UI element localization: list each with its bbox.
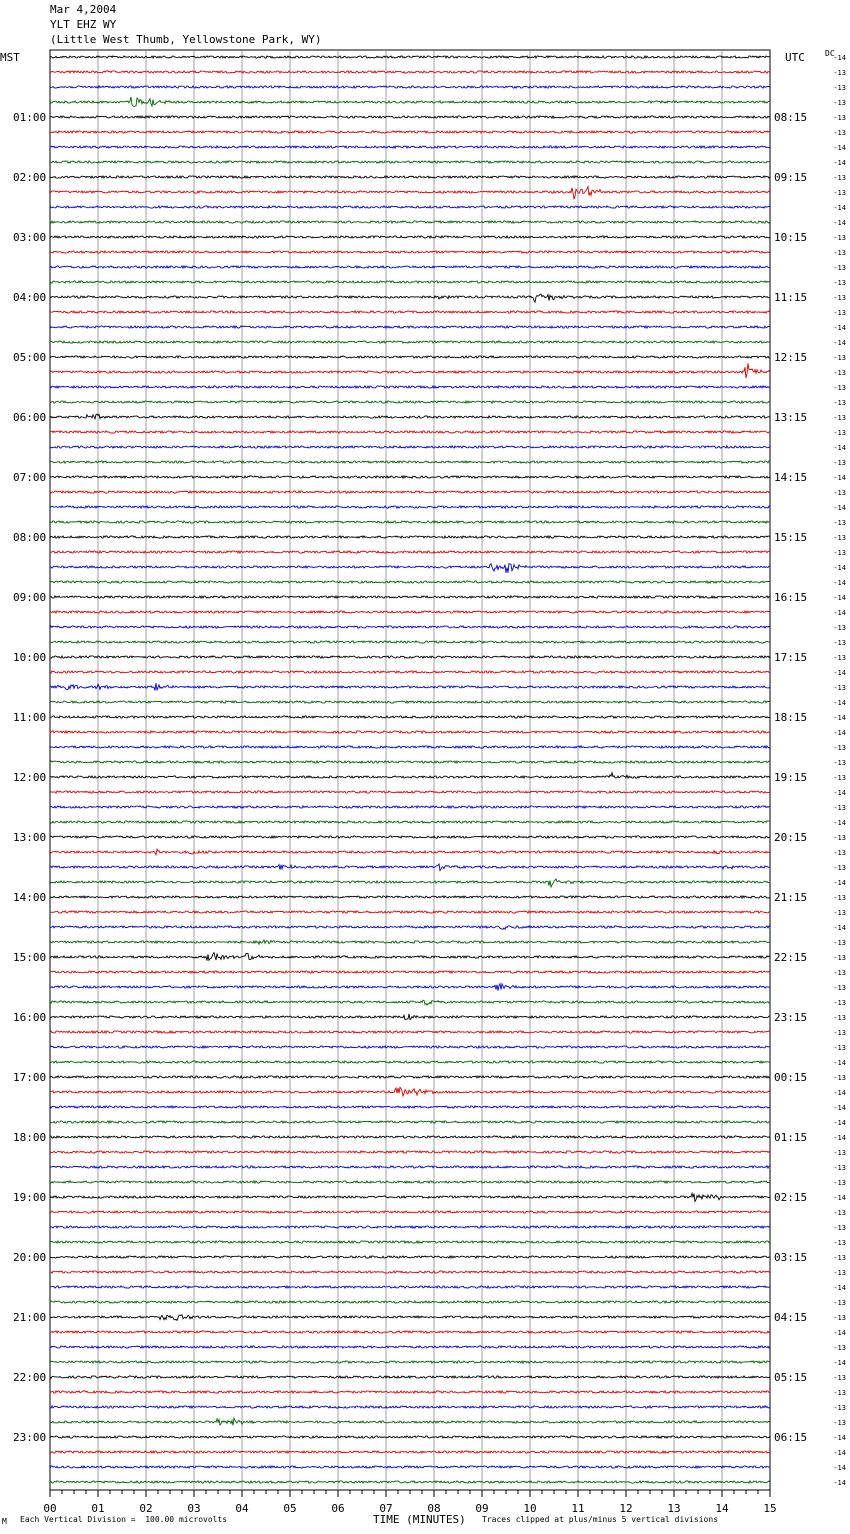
utc-hour-label: 19:15 [774, 771, 808, 784]
seismic-trace [50, 536, 770, 538]
utc-hour-label: 13:15 [774, 411, 808, 424]
dc-offset-label: -13 [833, 309, 846, 317]
mst-hour-label: 02:00 [13, 171, 47, 184]
seismic-trace [50, 1451, 770, 1453]
x-tick-label: 02 [139, 1502, 153, 1515]
mst-hour-label: 22:00 [13, 1371, 47, 1384]
mst-hour-label: 18:00 [13, 1131, 47, 1144]
dc-offset-label: -14 [833, 609, 846, 617]
mst-hour-label: 13:00 [13, 831, 47, 844]
seismic-trace [50, 1106, 770, 1108]
seismic-trace [50, 341, 770, 343]
seismic-trace [50, 401, 770, 403]
dc-offset-label: -14 [833, 504, 846, 512]
utc-hour-label: 06:15 [774, 1431, 808, 1444]
seismic-trace [50, 1301, 770, 1303]
seismic-trace [50, 476, 770, 478]
dc-offset-label: -13 [833, 459, 846, 467]
seismic-trace [50, 701, 770, 703]
seismic-trace [50, 311, 770, 313]
dc-offset-label: -14 [833, 1059, 846, 1067]
utc-hour-label: 14:15 [774, 471, 808, 484]
scale-note: Each Vertical Division = 100.00 microvolts [20, 1515, 228, 1524]
utc-hour-label: 03:15 [774, 1251, 808, 1264]
x-tick-label: 15 [763, 1502, 777, 1515]
seismic-trace [50, 1211, 770, 1213]
dc-offset-label: -13 [833, 984, 846, 992]
dc-offset-label: -13 [833, 954, 846, 962]
seismic-trace [50, 864, 770, 871]
dc-offset-label: -14 [833, 1284, 846, 1292]
seismic-trace [50, 326, 770, 328]
seismic-trace [50, 521, 770, 523]
dc-offset-label: -13 [833, 279, 846, 287]
seismic-trace [50, 1014, 770, 1020]
x-tick-label: 01 [91, 1502, 105, 1515]
seismic-trace [50, 940, 770, 944]
x-tick-label: 03 [187, 1502, 201, 1515]
seismic-trace [50, 1376, 770, 1378]
utc-hour-label: 22:15 [774, 951, 808, 964]
seismic-trace [50, 1286, 770, 1288]
x-tick-label: 08 [427, 1502, 441, 1515]
x-tick-label: 07 [379, 1502, 393, 1515]
seismic-trace [50, 266, 770, 268]
seismic-trace [50, 683, 770, 690]
dc-offset-label: -13 [833, 1374, 846, 1382]
mst-hour-label: 20:00 [13, 1251, 47, 1264]
mst-hour-label: 14:00 [13, 891, 47, 904]
mst-hour-label: 03:00 [13, 231, 47, 244]
seismic-trace [50, 236, 770, 238]
dc-offset-label: -14 [833, 699, 846, 707]
dc-offset-label: -13 [833, 1074, 846, 1082]
mst-hour-label: 17:00 [13, 1071, 47, 1084]
mst-hour-label: 19:00 [13, 1191, 47, 1204]
seismic-trace [50, 1087, 770, 1096]
dc-offset-label: -13 [833, 1344, 846, 1352]
seismic-trace [50, 356, 770, 358]
mst-hour-label: 06:00 [13, 411, 47, 424]
dc-offset-label: -13 [833, 519, 846, 527]
mst-hour-label: 04:00 [13, 291, 47, 304]
seismic-trace [50, 1315, 770, 1321]
seismic-trace [50, 281, 770, 283]
dc-offset-label: -14 [833, 219, 846, 227]
seismic-trace [50, 1241, 770, 1243]
dc-offset-label: -13 [833, 189, 846, 197]
x-tick-label: 14 [715, 1502, 729, 1515]
plot-date: Mar 4,2004 [50, 3, 117, 16]
dc-offset-label: -14 [833, 1104, 846, 1112]
dc-offset-label: -13 [833, 1314, 846, 1322]
dc-offset-label: -14 [833, 1089, 846, 1097]
dc-offset-label: -14 [833, 324, 846, 332]
seismic-trace [50, 1136, 770, 1138]
seismic-trace [50, 1346, 770, 1348]
dc-offset-label: -14 [833, 729, 846, 737]
dc-offset-label: -14 [833, 1119, 846, 1127]
seismic-trace [50, 581, 770, 583]
dc-offset-label: -14 [833, 1194, 846, 1202]
seismic-trace [50, 1031, 770, 1033]
dc-offset-label: -13 [833, 114, 846, 122]
seismic-trace [50, 731, 770, 733]
seismic-trace [50, 716, 770, 718]
dc-offset-label: -13 [833, 864, 846, 872]
seismic-trace [50, 836, 770, 838]
mst-hour-label: 09:00 [13, 591, 47, 604]
seismic-trace [50, 971, 770, 973]
dc-offset-label: -13 [833, 1044, 846, 1052]
utc-hour-label: 02:15 [774, 1191, 808, 1204]
dc-offset-label: -13 [833, 894, 846, 902]
seismic-trace [50, 671, 770, 673]
seismic-trace [50, 1256, 770, 1258]
seismic-trace [50, 446, 770, 448]
utc-hour-label: 16:15 [774, 591, 808, 604]
seismic-trace [50, 641, 770, 643]
seismic-trace [50, 746, 770, 748]
seismic-trace [50, 773, 770, 779]
mst-hour-label: 15:00 [13, 951, 47, 964]
dc-offset-label: -13 [833, 234, 846, 242]
seismic-trace [50, 1000, 770, 1005]
dc-offset-label: -13 [833, 369, 846, 377]
dc-offset-label: -13 [833, 1269, 846, 1277]
dc-offset-label: -13 [833, 534, 846, 542]
seismic-trace [50, 1166, 770, 1168]
seismic-trace [50, 791, 770, 793]
dc-offset-label: -14 [833, 1449, 846, 1457]
seismic-trace [50, 1181, 770, 1183]
dc-offset-label: -13 [833, 384, 846, 392]
seismic-trace [50, 491, 770, 493]
seismic-trace [50, 1271, 770, 1273]
dc-offset-label: -13 [833, 849, 846, 857]
seismic-trace [50, 953, 770, 961]
dc-offset-label: -14 [833, 714, 846, 722]
seismic-trace [50, 926, 770, 930]
x-tick-label: 05 [283, 1502, 297, 1515]
dc-offset-label: -13 [833, 1404, 846, 1412]
x-tick-label: 00 [43, 1502, 57, 1515]
dc-offset-label: -13 [833, 1254, 846, 1262]
utc-hour-label: 20:15 [774, 831, 808, 844]
x-axis-title: TIME (MINUTES) [373, 1513, 466, 1526]
seismic-trace [50, 1436, 770, 1438]
dc-offset-label: -13 [833, 69, 846, 77]
seismic-trace [50, 564, 770, 573]
seismic-trace [50, 56, 770, 58]
dc-offset-label: -13 [833, 834, 846, 842]
mst-hour-label: 10:00 [13, 651, 47, 664]
seismic-trace [50, 251, 770, 253]
seismic-trace [50, 1406, 770, 1408]
utc-hour-label: 01:15 [774, 1131, 808, 1144]
seismic-trace [50, 116, 770, 118]
seismic-trace [50, 363, 770, 378]
seismic-trace [50, 626, 770, 628]
dc-offset-label: -13 [833, 1299, 846, 1307]
dc-offset-label: -14 [833, 339, 846, 347]
dc-offset-label: -14 [833, 564, 846, 572]
seismic-trace [50, 1361, 770, 1363]
dc-offset-label: -13 [833, 909, 846, 917]
mst-hour-label: 11:00 [13, 711, 47, 724]
station-location: (Little West Thumb, Yellowstone Park, WY) [50, 33, 322, 46]
mst-hour-label: 23:00 [13, 1431, 47, 1444]
dc-offset-label: -13 [833, 399, 846, 407]
seismic-trace [50, 911, 770, 913]
dc-offset-label: -14 [833, 474, 846, 482]
seismic-trace [50, 86, 770, 88]
dc-offset-label: -13 [833, 744, 846, 752]
utc-hour-label: 12:15 [774, 351, 808, 364]
seismic-trace [50, 984, 770, 991]
dc-offset-label: -13 [833, 684, 846, 692]
dc-offset-label: -13 [833, 759, 846, 767]
x-tick-label: 06 [331, 1502, 345, 1515]
dc-offset-label: -13 [833, 1149, 846, 1157]
seismic-trace [50, 1391, 770, 1393]
axis-labels [13, 54, 846, 1515]
seismic-trace [50, 506, 770, 508]
dc-offset-label: -13 [833, 429, 846, 437]
seismic-trace [50, 146, 770, 148]
seismic-trace [50, 386, 770, 388]
dc-offset-label: -13 [833, 414, 846, 422]
dc-offset-label: -14 [833, 1479, 846, 1487]
mst-hour-label: 16:00 [13, 1011, 47, 1024]
dc-label: DC [825, 49, 835, 58]
utc-hour-label: 00:15 [774, 1071, 808, 1084]
seismic-trace [50, 461, 770, 463]
dc-offset-label: -13 [833, 1209, 846, 1217]
dc-offset-label: -14 [833, 54, 846, 62]
x-tick-label: 10 [523, 1502, 537, 1515]
seismic-trace [50, 161, 770, 163]
dc-offset-label: -13 [833, 129, 846, 137]
dc-offset-label: -13 [833, 1014, 846, 1022]
plot-frame [50, 50, 770, 1490]
seismic-trace [50, 187, 770, 200]
footer-mark: M [2, 1517, 7, 1526]
x-tick-label: 11 [571, 1502, 585, 1515]
dc-offset-label: -13 [833, 174, 846, 182]
utc-hour-label: 08:15 [774, 111, 808, 124]
utc-axis-label: UTC [785, 51, 805, 64]
dc-offset-label: -14 [833, 444, 846, 452]
seismic-trace [50, 1481, 770, 1483]
dc-offset-label: -14 [833, 819, 846, 827]
seismic-trace [50, 1151, 770, 1153]
utc-hour-label: 09:15 [774, 171, 808, 184]
mst-hour-label: 12:00 [13, 771, 47, 784]
dc-offset-label: -13 [833, 489, 846, 497]
seismic-trace [50, 879, 770, 887]
dc-offset-label: -14 [833, 1359, 846, 1367]
dc-offset-label: -13 [833, 774, 846, 782]
seismic-trace [50, 761, 770, 763]
utc-hour-label: 18:15 [774, 711, 808, 724]
utc-hour-label: 23:15 [774, 1011, 808, 1024]
seismic-trace [50, 1226, 770, 1228]
utc-hour-label: 11:15 [774, 291, 808, 304]
dc-offset-label: -13 [833, 1389, 846, 1397]
seismic-trace [50, 1331, 770, 1333]
mst-hour-label: 08:00 [13, 531, 47, 544]
seismic-trace [50, 821, 770, 823]
dc-offset-label: -13 [833, 1419, 846, 1427]
seismic-trace [50, 849, 770, 855]
seismic-trace [50, 1418, 770, 1425]
dc-offset-label: -14 [833, 1464, 846, 1472]
clip-note: Traces clipped at plus/minus 5 vertical divisions [482, 1515, 719, 1524]
mst-axis-label: MST [0, 51, 20, 64]
dc-offset-label: -13 [833, 1239, 846, 1247]
seismic-trace [50, 1466, 770, 1468]
dc-offset-label: -14 [833, 669, 846, 677]
dc-offset-label: -13 [833, 294, 846, 302]
utc-hour-label: 05:15 [774, 1371, 808, 1384]
seismic-trace [50, 611, 770, 613]
seismic-trace [50, 806, 770, 808]
dc-offset-label: -14 [833, 579, 846, 587]
seismic-trace [50, 176, 770, 178]
dc-offset-label: -13 [833, 804, 846, 812]
mst-hour-label: 07:00 [13, 471, 47, 484]
dc-offset-label: -14 [833, 879, 846, 887]
dc-offset-label: -13 [833, 1164, 846, 1172]
utc-hour-label: 10:15 [774, 231, 808, 244]
dc-offset-label: -13 [833, 1179, 846, 1187]
seismic-trace [50, 596, 770, 598]
seismic-trace [50, 1193, 770, 1201]
dc-offset-label: -14 [833, 1434, 846, 1442]
dc-offset-label: -14 [833, 789, 846, 797]
mst-hour-label: 05:00 [13, 351, 47, 364]
seismic-trace [50, 414, 770, 419]
seismic-trace [50, 896, 770, 898]
seismic-trace [50, 221, 770, 223]
seismic-trace [50, 97, 770, 106]
x-tick-label: 04 [235, 1502, 249, 1515]
dc-offset-label: -14 [833, 1329, 846, 1337]
dc-offset-label: -13 [833, 99, 846, 107]
mst-hour-label: 21:00 [13, 1311, 47, 1324]
dc-offset-label: -13 [833, 249, 846, 257]
seismic-trace [50, 1061, 770, 1063]
x-tick-label: 09 [475, 1502, 489, 1515]
dc-offset-label: -13 [833, 639, 846, 647]
utc-hour-label: 17:15 [774, 651, 808, 664]
utc-hour-label: 15:15 [774, 531, 808, 544]
seismic-trace [50, 656, 770, 658]
station-code: YLT EHZ WY [50, 18, 117, 31]
dc-offset-label: -14 [833, 594, 846, 602]
seismic-trace [50, 1046, 770, 1048]
dc-offset-label: -13 [833, 354, 846, 362]
mst-hour-label: 01:00 [13, 111, 47, 124]
dc-offset-label: -14 [833, 204, 846, 212]
dc-offset-label: -14 [833, 144, 846, 152]
dc-offset-label: -13 [833, 969, 846, 977]
x-tick-label: 13 [667, 1502, 681, 1515]
seismic-trace [50, 206, 770, 208]
dc-offset-label: -13 [833, 264, 846, 272]
dc-offset-label: -13 [833, 1029, 846, 1037]
seismic-trace [50, 431, 770, 433]
utc-hour-label: 21:15 [774, 891, 808, 904]
dc-offset-label: -13 [833, 1224, 846, 1232]
seismic-trace [50, 71, 770, 73]
dc-offset-label: -14 [833, 1134, 846, 1142]
seismic-trace [50, 1121, 770, 1123]
dc-offset-label: -13 [833, 84, 846, 92]
dc-offset-label: -13 [833, 999, 846, 1007]
x-tick-label: 12 [619, 1502, 633, 1515]
dc-offset-label: -13 [833, 549, 846, 557]
seismic-traces [50, 56, 770, 1483]
dc-offset-label: -13 [833, 624, 846, 632]
seismic-trace [50, 131, 770, 133]
dc-offset-label: -13 [833, 654, 846, 662]
dc-offset-label: -14 [833, 924, 846, 932]
dc-offset-label: -14 [833, 159, 846, 167]
dc-offset-label: -13 [833, 939, 846, 947]
seismic-trace [50, 1076, 770, 1078]
seismic-trace [50, 294, 770, 302]
utc-hour-label: 04:15 [774, 1311, 808, 1324]
seismic-trace [50, 551, 770, 553]
